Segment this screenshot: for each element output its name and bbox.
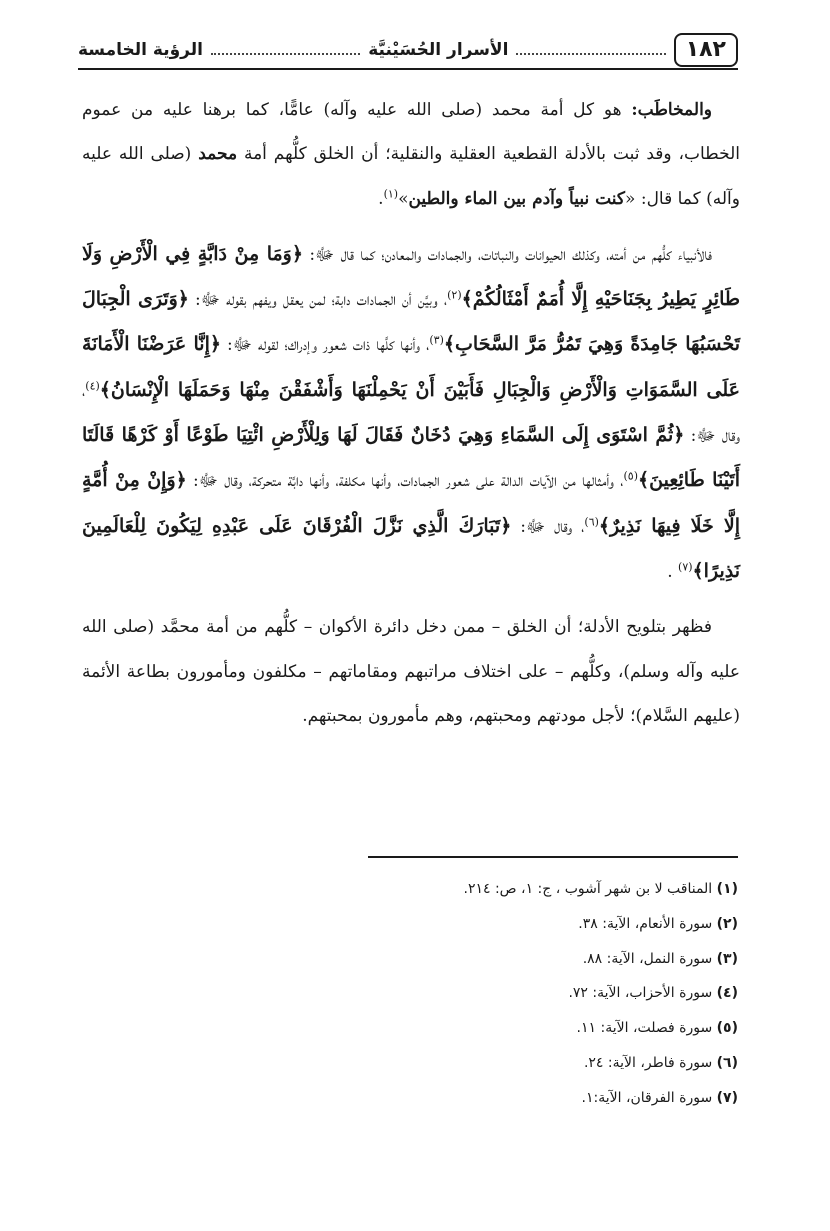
text-run: فالأنبياء كلُّهم من أمته، وكذلك الحيوانات والنباتات، والجمادات والمعادن؛ كما قال ﷻ: — [303, 244, 712, 265]
quran-verse: ﴿وَإِنْ مِنْ أُمَّةٍ إِلَّا خَلَا فِيهَا نَذِيرٌ﴾ — [82, 469, 740, 537]
header-dots-left — [211, 53, 360, 55]
footnote-number: (١) — [716, 881, 738, 897]
page-header — [78, 30, 738, 70]
text-run-bold: محمد — [198, 144, 238, 165]
footnote-text: سورة الأحزاب، الآية: ٧٢. — [568, 985, 717, 1002]
paragraph-2 — [82, 232, 740, 594]
hadith-quote: كنت نبياً وآدم بين الماء والطين — [408, 188, 626, 209]
quran-verse: ﴿تَبَارَكَ الَّذِي نَزَّلَ الْفُرْقَانَ عَلَى عَبْدِهِ لِيَكُونَ لِلْعَالَمِينَ نَذِيرًا﴾ — [82, 514, 740, 582]
footnote-text: سورة فاطر، الآية: ٢٤. — [583, 1054, 717, 1071]
quran-verse: ﴿ثُمَّ اسْتَوَى إِلَى السَّمَاءِ وَهِيَ دُخَانٌ فَقَالَ لَهَا وَلِلْأَرْضِ ائْتِيَا طَوْعًا أَوْ كَرْهًا قَالَتَا أَتَيْنَا طَائِعِينَ﴾ — [82, 424, 740, 492]
footnote-number: (٧) — [716, 1089, 738, 1106]
footnote-item — [82, 976, 738, 1011]
text-run: ، وبيَّن أن الجمادات دابة؛ لمن يعقل ويفهم بقوله ﷻ: — [188, 290, 448, 311]
footnote-text: سورة الفرقان، الآية:١. — [581, 1089, 717, 1106]
header-dots-right — [516, 53, 665, 55]
text-run: هو كل أمة محمد (صلى الله عليه وآله) عامًّا، كما برهنا عليه من عموم الخطاب، وقد ثبت بالأدلة القطعية العقلية والنقلية؛ أن الخلق كلُّهم أمة — [82, 100, 740, 165]
footnote-text: سورة فصلت، الآية: ١١. — [576, 1020, 717, 1037]
text-run: » — [398, 188, 409, 209]
footnote-number: (٦) — [716, 1054, 738, 1071]
quran-verse: ﴿إِنَّا عَرَضْنَا الْأَمَانَةَ عَلَى السَّمَوَاتِ وَالْأَرْضِ وَالْجِبَالِ فَأَبَيْنَ أَنْ يَحْمِلْنَهَا وَأَشْفَقْنَ مِنْهَا وَحَمَلَهَا الْإِنْسَانُ﴾ — [82, 333, 740, 401]
quran-verse: ﴿وَمَا مِنْ دَابَّةٍ فِي الْأَرْضِ وَلَا طَائِرٍ يَطِيرُ بِجَنَاحَيْهِ إِلَّا أُمَمٌ أَمْثَالُكُمْ﴾ — [82, 242, 740, 311]
footnote-text: سورة النمل، الآية: ٨٨. — [582, 950, 717, 967]
footnote-number: (٤) — [716, 985, 738, 1002]
footnote-ref: (٣) — [429, 333, 444, 347]
term-heading: والمخاطَب: — [631, 100, 712, 120]
footnote-separator — [368, 856, 738, 858]
footnote-item — [82, 1081, 738, 1116]
paragraph-1 — [82, 88, 740, 221]
footnote-ref: (٤) — [85, 379, 100, 393]
book-title: الأسرار الحُسَيْنيَّة — [368, 40, 509, 60]
footnote-item — [82, 1011, 738, 1046]
footnote-item — [82, 872, 738, 907]
main-text — [82, 88, 740, 749]
paragraph-3: فظهر بتلويح الأدلة؛ أن الخلق – ممن دخل دائرة الأكوان – كلُّهم من أمة محمَّد (صلى الله عليه وآله وسلم)، وكلُّهم – على اختلاف مراتبهم ومقاماتهم – مكلفون ومأمورون بطاعة الأئمة (عليهم السَّلام)؛ لأجل مودتهم ومحبتهم، وهم مأمورون بمحبتهم. — [82, 617, 740, 726]
footnote-ref: (١) — [383, 186, 399, 200]
footnote-text: سورة الأنعام، الآية: ٣٨. — [578, 915, 717, 932]
chapter-title: الرؤية الخامسة — [77, 40, 203, 60]
footnote-item — [82, 942, 738, 977]
page-number: ١٨٢ — [674, 33, 738, 67]
footnote-ref: (٧) — [678, 560, 693, 574]
footnote-item — [82, 1046, 738, 1081]
text-run: . — [378, 188, 384, 209]
text-run: (صلى الله عليه وآله) كما قال: « — [82, 144, 740, 209]
footnote-number: (٥) — [716, 1020, 738, 1037]
footnote-number: (٣) — [716, 950, 738, 967]
text-run: ، وأمثالها من الآيات الدالة على شعور الجمادات، وأنها مكلفة، وأنها دابَّة متحركة، وقال ﷻ: — [186, 471, 624, 492]
quran-verse: ﴿وَتَرَى الْجِبَالَ تَحْسَبُهَا جَامِدَةً وَهِيَ تَمُرُّ مَرَّ السَّحَابِ﴾ — [82, 288, 741, 356]
footnote-number: (٢) — [716, 915, 738, 932]
footnote-ref: (٢) — [447, 288, 462, 302]
text-run: ، وقال ﷻ: — [82, 380, 740, 447]
footnote-text: المناقب لا بن شهر آشوب ، ج: ١، ص: ٢١٤. — [463, 881, 717, 897]
text-run: . — [667, 561, 679, 582]
footnote-item — [82, 907, 738, 942]
footnote-ref: (٦) — [584, 515, 599, 529]
text-run: ، وقال ﷻ: — [511, 516, 585, 537]
footnote-ref: (٥) — [623, 469, 638, 483]
header-rule — [78, 68, 738, 70]
text-run: ، وأنها كلَّها ذات شعور وإدراك؛ لقوله ﷻ: — [220, 335, 430, 356]
footnotes — [82, 872, 738, 1116]
